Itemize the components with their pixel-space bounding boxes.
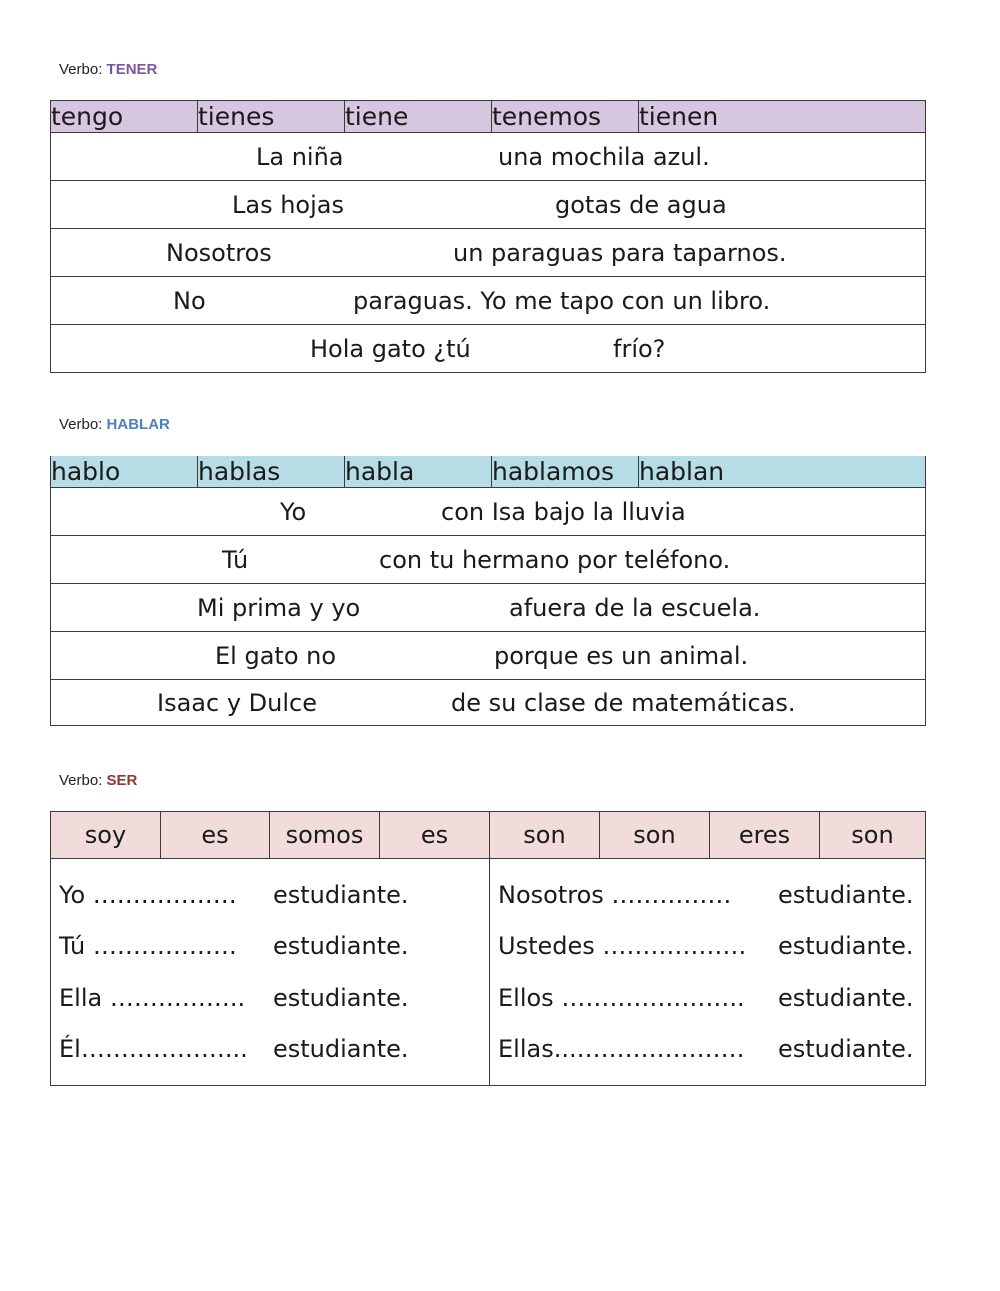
sentence-cell[interactable] (51, 632, 926, 680)
tener-sentence-row (51, 181, 926, 229)
sentence-subject: Hola gato ¿tú (310, 334, 471, 363)
ser-left-subject[interactable]: Tú ……………… (59, 932, 237, 960)
sentence-subject: Yo (280, 497, 307, 526)
ser-right-subject[interactable]: Ellos ………………….. (498, 984, 745, 1012)
sentence-cell[interactable] (51, 181, 926, 229)
tener-sentence-row (51, 325, 926, 373)
hablar-sentence-row (51, 584, 926, 632)
sentence-cell[interactable] (51, 133, 926, 181)
ser-left-word: estudiante. (273, 881, 409, 909)
sentence-subject: Mi prima y yo (197, 593, 361, 622)
sentence-cell[interactable] (51, 680, 926, 726)
sentence-subject: Isaac y Dulce (157, 688, 317, 717)
sentence-subject: No (173, 286, 206, 315)
hablar-option[interactable]: habla (345, 456, 492, 488)
hablar-sentence-row (51, 536, 926, 584)
hablar-sentence-row (51, 680, 926, 726)
sentence-rest: porque es un animal. (494, 641, 749, 670)
sentence-rest: un paraguas para taparnos. (453, 238, 787, 267)
tener-label (59, 61, 157, 78)
ser-right-subject[interactable]: Ustedes ……………… (498, 932, 747, 960)
ser-right-subject[interactable]: Nosotros …………… (498, 881, 732, 909)
sentence-rest: de su clase de matemáticas. (451, 688, 796, 717)
hablar-label (59, 416, 170, 433)
ser-right-column (490, 859, 926, 1086)
tener-option[interactable]: tienen (639, 101, 926, 133)
verbo-prefix: Verbo: (59, 61, 107, 78)
verbo-prefix: Verbo: (59, 416, 107, 433)
ser-left-column (51, 859, 490, 1086)
ser-option[interactable]: soy (51, 812, 161, 859)
sentence-rest: gotas de agua (555, 190, 727, 219)
tener-options-row (51, 101, 926, 133)
hablar-option[interactable]: hablas (198, 456, 345, 488)
tener-option[interactable]: tenemos (492, 101, 639, 133)
ser-label (59, 772, 137, 789)
tener-sentence-row (51, 277, 926, 325)
ser-option[interactable]: son (490, 812, 600, 859)
ser-option[interactable]: es (161, 812, 270, 859)
tener-option[interactable]: tengo (51, 101, 198, 133)
tener-sentence-row (51, 229, 926, 277)
sentence-rest: frío? (613, 334, 666, 363)
ser-left-subject[interactable]: Ella …………….. (59, 984, 246, 1012)
ser-left-subject[interactable]: Yo ……………… (59, 881, 237, 909)
ser-option[interactable]: son (600, 812, 710, 859)
hablar-options-row (51, 456, 926, 488)
ser-right-word: estudiante. (778, 881, 914, 909)
tener-option[interactable]: tienes (198, 101, 345, 133)
sentence-cell[interactable] (51, 277, 926, 325)
ser-options-row (51, 812, 926, 859)
ser-right-word: estudiante. (778, 1035, 914, 1063)
verbo-prefix: Verbo: (59, 772, 107, 789)
hablar-option[interactable]: hablo (51, 456, 198, 488)
sentence-subject: Nosotros (166, 238, 272, 267)
hablar-verb: HABLAR (106, 416, 170, 433)
sentence-subject: El gato no (215, 641, 337, 670)
hablar-sentence-row (51, 632, 926, 680)
ser-left-word: estudiante. (273, 932, 409, 960)
sentence-subject: Las hojas (232, 190, 344, 219)
ser-right-word: estudiante. (778, 984, 914, 1012)
sentence-subject: Tú (222, 545, 249, 574)
ser-option[interactable]: somos (270, 812, 380, 859)
hablar-sentence-row (51, 488, 926, 536)
sentence-rest: afuera de la escuela. (509, 593, 761, 622)
sentence-cell[interactable] (51, 536, 926, 584)
ser-left-word: estudiante. (273, 984, 409, 1012)
sentence-rest: una mochila azul. (498, 142, 710, 171)
ser-left-word: estudiante. (273, 1035, 409, 1063)
hablar-option[interactable]: hablan (639, 456, 926, 488)
tener-verb: TENER (106, 61, 158, 78)
ser-verb: SER (106, 772, 138, 789)
hablar-table (50, 456, 926, 726)
ser-table (50, 811, 926, 1086)
hablar-option[interactable]: hablamos (492, 456, 639, 488)
sentence-rest: con tu hermano por teléfono. (379, 545, 731, 574)
sentence-subject: La niña (256, 142, 344, 171)
tener-table (50, 100, 926, 373)
ser-option[interactable]: eres (710, 812, 820, 859)
sentence-cell[interactable] (51, 325, 926, 373)
ser-left-subject[interactable]: Él………………... (59, 1035, 248, 1063)
tener-option[interactable]: tiene (345, 101, 492, 133)
ser-right-word: estudiante. (778, 932, 914, 960)
ser-sentences-row (51, 859, 926, 1086)
sentence-cell[interactable] (51, 229, 926, 277)
sentence-cell[interactable] (51, 584, 926, 632)
ser-option[interactable]: son (820, 812, 926, 859)
ser-option[interactable]: es (380, 812, 490, 859)
sentence-rest: paraguas. Yo me tapo con un libro. (353, 286, 771, 315)
ser-right-subject[interactable]: Ellas...………………… (498, 1035, 745, 1063)
sentence-cell[interactable] (51, 488, 926, 536)
tener-sentence-row (51, 133, 926, 181)
sentence-rest: con Isa bajo la lluvia (441, 497, 686, 526)
